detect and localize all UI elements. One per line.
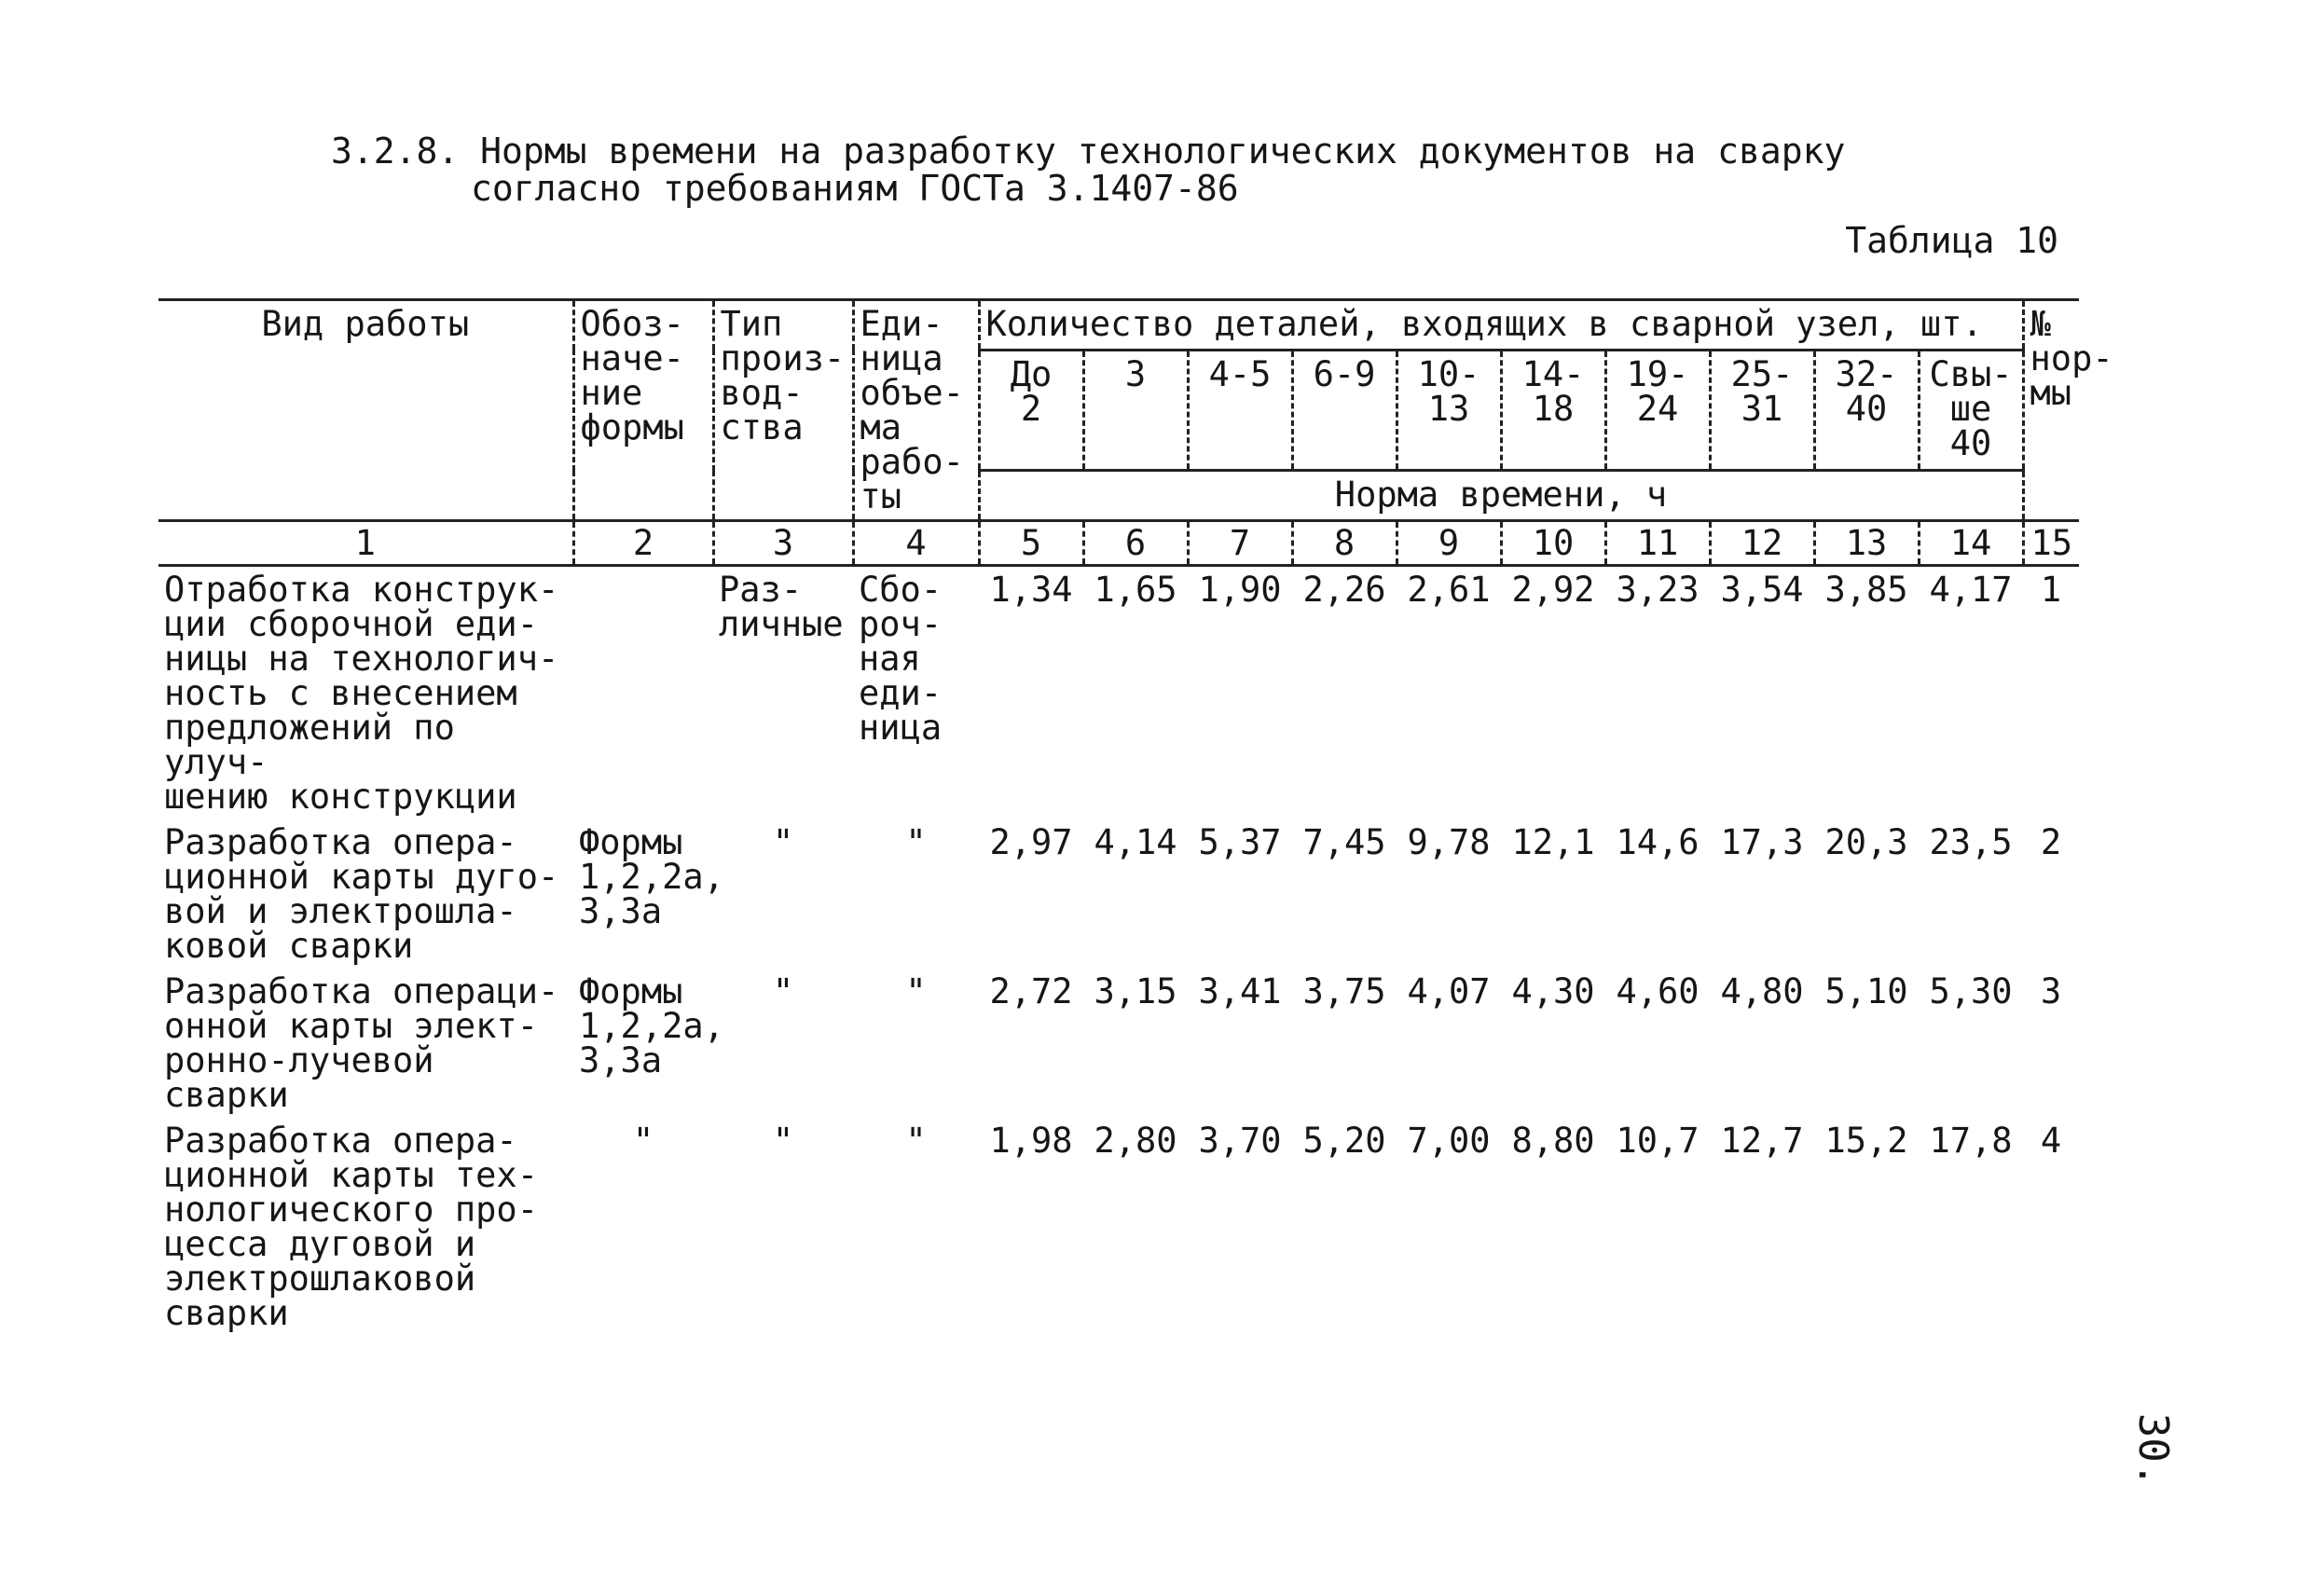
header-unit: Еди- ница объе- ма рабо- ты xyxy=(853,300,979,521)
time-value-cell: 4,17 xyxy=(1929,570,2013,610)
column-number: 4 xyxy=(853,521,979,566)
time-value-cell: 12,1 xyxy=(1511,822,1595,862)
time-value-cell: 14,6 xyxy=(1616,822,1700,862)
unit-cell: " xyxy=(905,822,927,862)
form-cell: Формы 1,2,2а, 3,3а xyxy=(579,822,724,931)
work-name-cell: Разработка опера- ционной карты дуго- вой и электрошла- ковой сварки xyxy=(164,822,559,966)
time-value-cell: 2,80 xyxy=(1094,1121,1177,1161)
time-value-cell: 4,07 xyxy=(1407,971,1491,1011)
heading-line-1: 3.2.8. Нормы времени на разработку технологических документов на сварку xyxy=(331,131,1846,172)
unit-cell: " xyxy=(905,1121,927,1161)
header-qty-range: 32- 40 xyxy=(1814,350,1919,471)
column-number: 12 xyxy=(1710,521,1814,566)
column-number: 15 xyxy=(2023,521,2079,566)
norm-number-cell: 1 xyxy=(2040,570,2062,610)
time-value-cell: 4,14 xyxy=(1094,822,1177,862)
time-value-cell: 5,20 xyxy=(1302,1121,1386,1161)
page-number: 30. xyxy=(2129,1412,2178,1488)
time-value-cell: 3,70 xyxy=(1198,1121,1282,1161)
time-value-cell: 7,00 xyxy=(1407,1121,1491,1161)
time-value-cell: 1,34 xyxy=(989,570,1073,610)
time-value-cell: 3,23 xyxy=(1616,570,1700,610)
norm-number-cell: 3 xyxy=(2040,971,2062,1011)
header-quantity-group: Количество деталей, входящих в сварной узел, шт. xyxy=(979,300,2023,351)
header-production-type: Тип произ- вод- ства xyxy=(713,300,853,521)
time-value-cell: 15,2 xyxy=(1824,1121,1908,1161)
column-number: 3 xyxy=(713,521,853,566)
time-value-cell: 17,8 xyxy=(1929,1121,2013,1161)
time-value-cell: 1,65 xyxy=(1094,570,1177,610)
time-value-cell: 2,72 xyxy=(989,971,1073,1011)
time-value-cell: 3,15 xyxy=(1094,971,1177,1011)
time-value-cell: 23,5 xyxy=(1929,822,2013,862)
production-type-cell: " xyxy=(772,971,794,1011)
time-value-cell: 10,7 xyxy=(1616,1121,1700,1161)
time-value-cell: 20,3 xyxy=(1824,822,1908,862)
column-numbers-row xyxy=(158,521,2079,566)
table-row xyxy=(158,1118,2079,1336)
work-name-cell: Разработка опера- ционной карты тех- нологического про- цесса дуговой и электрошлаковой сварки xyxy=(164,1121,538,1333)
column-number: 6 xyxy=(1083,521,1188,566)
header-qty-range: 14- 18 xyxy=(1501,350,1605,471)
norm-number-cell: 4 xyxy=(2040,1121,2062,1161)
column-number: 8 xyxy=(1292,521,1397,566)
header-form: Обоз- наче- ние формы xyxy=(573,300,713,521)
time-value-cell: 4,60 xyxy=(1616,971,1700,1011)
time-value-cell: 3,75 xyxy=(1302,971,1386,1011)
header-qty-range: 19- 24 xyxy=(1605,350,1710,471)
time-value-cell: 2,97 xyxy=(989,822,1073,862)
header-work-type: Вид работы xyxy=(158,300,573,521)
header-norm-number: № нор- мы xyxy=(2023,300,2079,521)
time-value-cell: 4,30 xyxy=(1511,971,1595,1011)
column-number: 7 xyxy=(1188,521,1292,566)
time-value-cell: 8,80 xyxy=(1511,1121,1595,1161)
column-number: 5 xyxy=(979,521,1083,566)
time-value-cell: 5,37 xyxy=(1198,822,1282,862)
time-value-cell: 1,98 xyxy=(989,1121,1073,1161)
work-name-cell: Разработка операци- онной карты элект- ронно-лучевой сварки xyxy=(164,971,559,1115)
section-heading xyxy=(331,132,1845,207)
header-time-norm: Норма времени, ч xyxy=(979,471,2023,521)
header-qty-range: 4-5 xyxy=(1188,350,1292,471)
column-number: 2 xyxy=(573,521,713,566)
form-cell: " xyxy=(632,1121,654,1161)
column-number: 10 xyxy=(1501,521,1605,566)
time-value-cell: 5,30 xyxy=(1929,971,2013,1011)
unit-cell: " xyxy=(905,971,927,1011)
header-qty-range: 6-9 xyxy=(1292,350,1397,471)
column-number: 1 xyxy=(158,521,573,566)
time-value-cell: 12,7 xyxy=(1720,1121,1804,1161)
time-value-cell: 4,80 xyxy=(1720,971,1804,1011)
time-value-cell: 5,10 xyxy=(1824,971,1908,1011)
form-cell xyxy=(573,566,713,820)
time-norms-table xyxy=(158,298,2113,1336)
time-value-cell: 9,78 xyxy=(1407,822,1491,862)
column-number: 9 xyxy=(1397,521,1501,566)
table-row xyxy=(158,819,2079,969)
time-value-cell: 3,54 xyxy=(1720,570,1804,610)
time-value-cell: 1,90 xyxy=(1198,570,1282,610)
work-name-cell: Отработка конструк- ции сборочной еди- ницы на технологич- ность с внесением предложений по улуч- шению конструкции xyxy=(164,570,559,817)
column-number: 11 xyxy=(1605,521,1710,566)
header-qty-range: Свы- ше 40 xyxy=(1919,350,2023,471)
production-type-cell: " xyxy=(772,822,794,862)
header-qty-range: 3 xyxy=(1083,350,1188,471)
table-row xyxy=(158,969,2079,1118)
table-body xyxy=(158,566,2079,1337)
production-type-cell: Раз- личные xyxy=(719,570,844,644)
table-header xyxy=(158,300,2113,566)
column-number: 14 xyxy=(1919,521,2023,566)
header-qty-range: 10- 13 xyxy=(1397,350,1501,471)
time-value-cell: 3,85 xyxy=(1824,570,1908,610)
time-value-cell: 2,92 xyxy=(1511,570,1595,610)
heading-line-2: согласно требованиям ГОСТа 3.1407-86 xyxy=(471,168,1239,209)
time-value-cell: 2,26 xyxy=(1302,570,1386,610)
time-value-cell: 17,3 xyxy=(1720,822,1804,862)
time-value-cell: 2,61 xyxy=(1407,570,1491,610)
form-cell: Формы 1,2,2а, 3,3а xyxy=(579,971,724,1080)
table-label: Таблица 10 xyxy=(1845,220,2058,261)
unit-cell: Сбо- роч- ная еди- ница xyxy=(859,570,943,748)
norm-number-cell: 2 xyxy=(2040,822,2062,862)
header-qty-range: 25- 31 xyxy=(1710,350,1814,471)
table-row xyxy=(158,566,2079,820)
time-value-cell: 7,45 xyxy=(1302,822,1386,862)
column-number: 13 xyxy=(1814,521,1919,566)
header-qty-range: До 2 xyxy=(979,350,1083,471)
time-value-cell: 3,41 xyxy=(1198,971,1282,1011)
production-type-cell: " xyxy=(772,1121,794,1161)
